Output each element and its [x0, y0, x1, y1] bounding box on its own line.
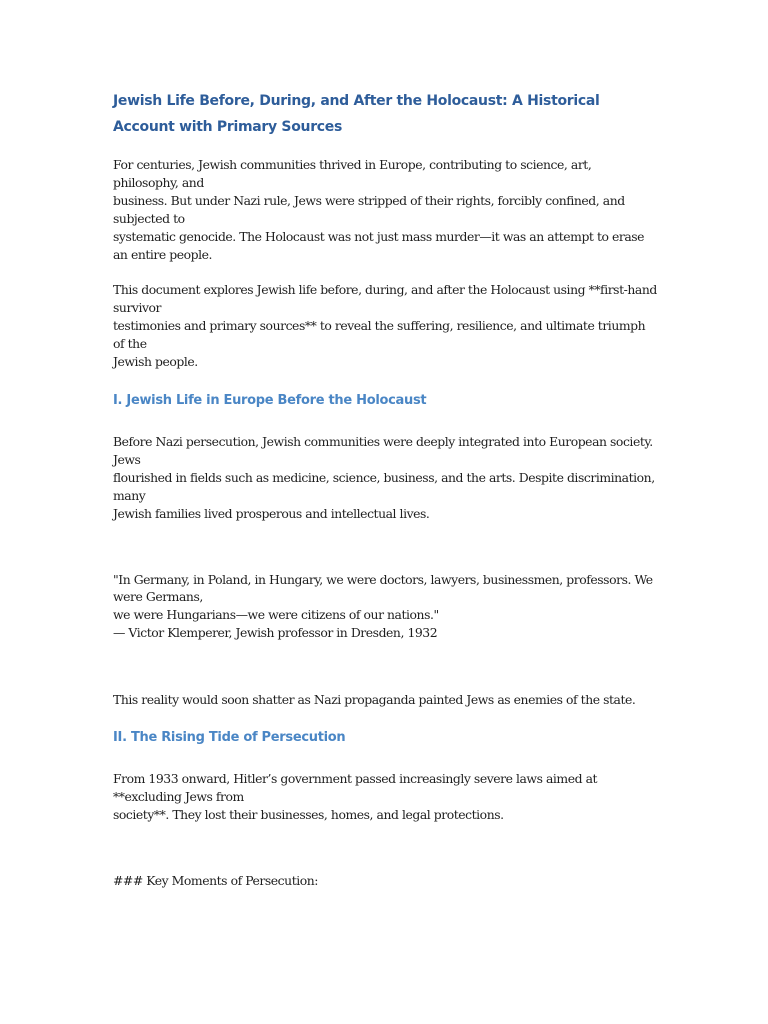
intro-line: subjected to	[113, 210, 185, 226]
section-heading: I. Jewish Life in Europe Before the Holocaust	[113, 392, 427, 408]
intro-line: For centuries, Jewish communities thrived in Europe, contributing to science, art,	[113, 157, 592, 172]
section2-body	[113, 770, 661, 824]
document-title: Jewish Life Before, During, and After the Holocaust: A Historical Account with Primary Sources	[113, 93, 600, 135]
purpose-paragraph	[113, 281, 661, 371]
section2-line: From 1933 onward, Hitler’s government passed increasingly severe laws aimed at	[113, 771, 598, 787]
intro-paragraph	[113, 156, 661, 263]
purpose-line: Jewish people.	[113, 354, 198, 370]
intro-line: philosophy, and	[113, 174, 204, 190]
klemperer-quote	[113, 571, 661, 643]
section1-line: flourished in fields such as medicine, science, business, and the arts. Despite discrimination,	[113, 469, 655, 485]
section1-closing	[113, 691, 661, 709]
quote-line: we were Hungarians—we were citizens of our nations."	[113, 607, 439, 623]
intro-line: systematic genocide. The Holocaust was not just mass murder—it was an attempt to erase	[113, 228, 645, 244]
section1-line: many	[113, 487, 146, 503]
purpose-line: This document explores Jewish life before, during, and after the Holocaust using **first-hand	[113, 282, 657, 298]
quote-line: "In Germany, in Poland, in Hungary, we were doctors, lawyers, businessmen, professors. We	[113, 571, 653, 587]
closing-line: This reality would soon shatter as Nazi propaganda painted Jews as enemies of the state.	[113, 692, 636, 708]
quote-attribution: — Victor Klemperer, Jewish professor in Dresden, 1932	[113, 625, 438, 641]
section1-body	[113, 433, 661, 523]
subheading-line: ### Key Moments of Persecution:	[113, 872, 319, 888]
section1-line: Before Nazi persecution, Jewish communities were deeply integrated into European society.	[113, 433, 653, 449]
intro-line: business. But under Nazi rule, Jews were stripped of their rights, forcibly confined, and	[113, 192, 625, 208]
intro-line: an entire people.	[113, 246, 212, 262]
section2-line: **excluding Jews from	[113, 788, 244, 804]
purpose-line: of the	[113, 336, 147, 352]
purpose-line: survivor	[113, 300, 162, 316]
purpose-line: testimonies and primary sources** to reveal the suffering, resilience, and ultimate triumph	[113, 318, 646, 334]
section2-subheading	[113, 872, 661, 890]
section1-line: Jewish families lived prosperous and intellectual lives.	[113, 505, 430, 521]
section-heading: II. The Rising Tide of Persecution	[113, 730, 346, 746]
document-content	[113, 88, 661, 890]
quote-line: were Germans,	[113, 589, 203, 605]
section2-line: society**. They lost their businesses, homes, and legal protections.	[113, 806, 504, 822]
section1-line: Jews	[113, 451, 141, 467]
